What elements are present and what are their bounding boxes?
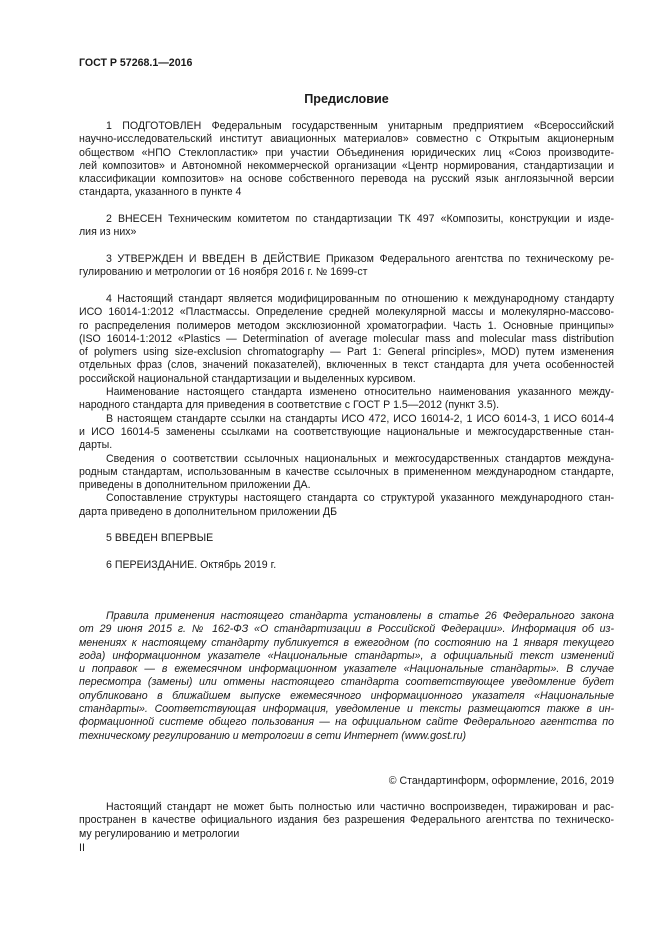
page-title: Предисловие bbox=[304, 92, 389, 106]
text-line: дарты. bbox=[79, 439, 113, 452]
text-line: родным стандартам, использованным в качестве ссылочных в примененном международном стандарте, bbox=[79, 465, 614, 478]
text-line: ИСО 16014-1:2012 «Пластмассы. Определение средней молекулярной массы и молекулярно-массово- bbox=[79, 306, 614, 319]
text-line: 6 ПЕРЕИЗДАНИЕ. Октябрь 2019 г. bbox=[106, 559, 277, 571]
section-2-introduced bbox=[79, 213, 614, 240]
section-1-prepared bbox=[79, 120, 614, 200]
text-line: отдельных фраз (слов, значений показателей), включенных в текст стандарта для учета особенностей bbox=[79, 359, 614, 372]
text-line: 2 ВНЕСЕН Техническим комитетом по стандартизации ТК 497 «Композиты, конструкции и изде- bbox=[106, 213, 614, 225]
text-line: 1 ПОДГОТОВЛЕН Федеральным государственным унитарным предприятием «Всероссийский bbox=[106, 120, 614, 132]
section-3-approved bbox=[79, 253, 614, 280]
section-4-paragraph-2 bbox=[79, 386, 614, 413]
text-line: и ИСО 16014-5 заменены ссылками на соответствующие национальные и межгосударственные стан- bbox=[79, 425, 614, 438]
text-line: классификации композитов» на основе собственного перевода на русский язык англоязычной версии bbox=[79, 173, 614, 186]
text-line: от 29 июня 2015 г. № 162-ФЗ «О стандартизации в Российской Федерации». Информация об из- bbox=[79, 623, 614, 636]
text-line: дарта приведено в дополнительном приложении ДБ bbox=[79, 505, 338, 518]
page-number: II bbox=[79, 842, 85, 854]
text-line: формационной системе общего пользования — на официальном сайте Федерального агентства по bbox=[79, 716, 614, 729]
text-line: Сведения о соответствии ссылочных национальных и межгосударственных стандартов междуна- bbox=[106, 452, 614, 465]
text-line: 5 ВВЕДЕН ВПЕРВЫЕ bbox=[106, 532, 214, 544]
reproduction-restriction-note bbox=[79, 801, 614, 841]
section-4-paragraph-3 bbox=[79, 413, 614, 453]
text-line: приведены в дополнительном приложении ДА. bbox=[79, 479, 311, 492]
text-line: пространен в качестве официального издания без разрешения Федерального агентства по техническо- bbox=[79, 814, 614, 827]
text-line: стандарты». Соответствующая информация, уведомление и тексты размещаются также в ин- bbox=[79, 703, 614, 716]
text-line: 4 Настоящий стандарт является модифицированным по отношению к международному стандарту bbox=[106, 293, 614, 305]
section-6-reissue bbox=[79, 559, 614, 572]
text-line: гулированию и метрологии от 16 ноября 2016 г. № 1699-ст bbox=[79, 266, 368, 279]
document-id-header: ГОСТ Р 57268.1—2016 bbox=[79, 57, 193, 69]
text-line: му регулированию и метрологии bbox=[79, 827, 240, 840]
text-line: и поправок — в ежемесячном информационном указателе «Национальные стандарты». В случае bbox=[79, 663, 614, 676]
text-line: лия из них» bbox=[79, 226, 137, 239]
text-line: пересмотра (замены) или отмены настоящего стандарта соответствующее уведомление будет bbox=[79, 676, 614, 689]
section-4-paragraph-4 bbox=[79, 453, 614, 493]
copyright-text: © Стандартинформ, оформление, 2016, 2019 bbox=[388, 775, 614, 787]
section-4-modified-standard bbox=[79, 293, 614, 519]
text-line: обществом «НПО Стеклопластик» при участии Объединения юридических лиц «Союз производите- bbox=[79, 146, 614, 159]
text-line: Правила применения настоящего стандарта установлены в статье 26 Федерального закона bbox=[106, 610, 614, 622]
section-4-paragraph-1 bbox=[79, 293, 614, 386]
text-line: года) информационном указателе «Национальные стандарты», а официальный текст изменений bbox=[79, 649, 614, 662]
text-line: техническому регулированию и метрологии в сети Интернет (www.gost.ru) bbox=[79, 729, 467, 742]
text-line: опубликовано в ближайшем выпуске ежемесячного информационного указателя «Национальные bbox=[79, 689, 614, 702]
section-5-first-introduced bbox=[79, 532, 614, 545]
text-line: менениях к настоящему стандарту публикуется в ежегодном (по состоянию на 1 января текущего bbox=[79, 636, 614, 649]
text-line: стандарта, указанного в пункте 4 bbox=[79, 186, 242, 199]
text-line: В настоящем стандарте ссылки на стандарты ИСО 472, ИСО 16014-2, 1 ИСО 6014-3, 1 ИСО 6014-4 bbox=[106, 412, 614, 425]
text-line: лей композитов» и Автономной некоммерческой организации «Центр нормирования, стандартизации и bbox=[79, 159, 614, 172]
text-line: (ISO 16014-1:2012 «Plastics — Determination of average molecular mass and molecular mass distribution bbox=[79, 332, 614, 345]
copyright-notice bbox=[79, 775, 614, 788]
text-line: of polymers using size-exclusion chromatography — Part 1: General principles», MOD) путем изменения bbox=[79, 346, 614, 359]
text-line: Наименование настоящего стандарта изменено относительно наименования указанного между- bbox=[106, 386, 614, 399]
text-line: научно-исследовательский институт авиационных материалов» совместно с Открытым акционерным bbox=[79, 133, 614, 146]
text-line: го распределения полимеров методом эксклюзионной хроматографии. Часть 1. Основные принципы» bbox=[79, 319, 614, 332]
standard-application-rules-note bbox=[79, 610, 614, 743]
text-line: российской национальной стандартизации и выделенных курсивом. bbox=[79, 372, 416, 385]
text-line: народного стандарта для приведения в соответствие с ГОСТ Р 1.5—2012 (пункт 3.5). bbox=[79, 399, 500, 412]
section-4-paragraph-5 bbox=[79, 492, 614, 519]
text-line: Сопоставление структуры настоящего стандарта со структурой указанного международного стан- bbox=[106, 492, 614, 505]
text-line: 3 УТВЕРЖДЕН И ВВЕДЕН В ДЕЙСТВИЕ Приказом Федерального агентства по техническому ре- bbox=[106, 253, 614, 265]
text-line: Настоящий стандарт не может быть полностью или частично воспроизведен, тиражирован и рас- bbox=[106, 801, 614, 813]
